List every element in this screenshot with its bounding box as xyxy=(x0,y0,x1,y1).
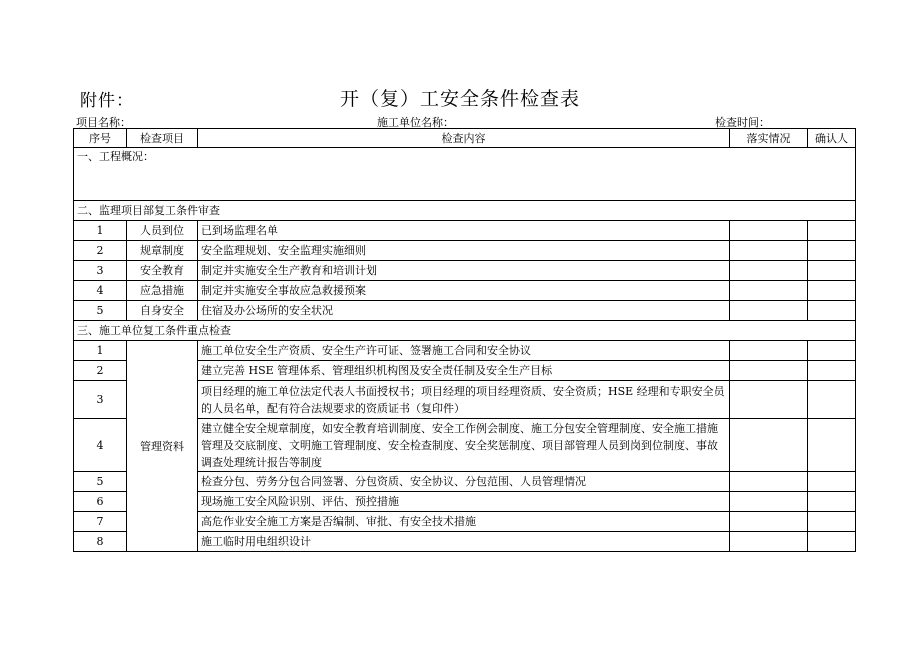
row-no: 2 xyxy=(74,361,127,381)
row-status-cell xyxy=(730,532,808,552)
contractor-name-label: 施工单位名称： xyxy=(377,116,454,129)
row-content: 制定并实施安全事故应急救援预案 xyxy=(198,281,730,301)
row-no: 6 xyxy=(74,492,127,512)
row-no: 1 xyxy=(74,341,127,361)
table-header-row xyxy=(74,129,856,148)
row-item: 应急措施 xyxy=(127,281,198,301)
page-title: 开（复）工安全条件检查表 xyxy=(339,88,580,110)
row-item: 自身安全 xyxy=(127,301,198,321)
row-content: 安全监理规划、安全监理实施细则 xyxy=(198,241,730,261)
col-header-confirm: 确认人 xyxy=(808,129,856,148)
row-content: 住宿及办公场所的安全状况 xyxy=(198,301,730,321)
row-confirm-cell xyxy=(808,512,856,532)
table-row xyxy=(74,341,856,361)
row-status-cell xyxy=(730,301,808,321)
table-row xyxy=(74,221,856,241)
col-header-item: 检查项目 xyxy=(127,129,198,148)
table-row xyxy=(74,301,856,321)
row-content: 建立完善 HSE 管理体系、管理组织机构图及安全责任制及安全生产目标 xyxy=(198,361,730,381)
col-header-status: 落实情况 xyxy=(730,129,808,148)
section-1-row xyxy=(74,148,856,201)
row-status-cell xyxy=(730,361,808,381)
row-no: 7 xyxy=(74,512,127,532)
row-confirm-cell xyxy=(808,241,856,261)
row-content: 高危作业安全施工方案是否编制、审批、有安全技术措施 xyxy=(198,512,730,532)
row-status-cell xyxy=(730,281,808,301)
row-item: 安全教育 xyxy=(127,261,198,281)
row-confirm-cell xyxy=(808,301,856,321)
check-time-label: 检查时间： xyxy=(715,116,770,129)
row-status-cell xyxy=(730,472,808,492)
attachment-label: 附件： xyxy=(80,91,134,111)
row-status-cell xyxy=(730,261,808,281)
table-row xyxy=(74,261,856,281)
row-confirm-cell xyxy=(808,492,856,512)
row-status-cell xyxy=(730,341,808,361)
section-3-title: 三、施工单位复工条件重点检查 xyxy=(74,321,856,341)
row-status-cell xyxy=(730,221,808,241)
row-confirm-cell xyxy=(808,361,856,381)
row-no: 3 xyxy=(74,261,127,281)
col-header-content: 检查内容 xyxy=(198,129,730,148)
row-confirm-cell xyxy=(808,341,856,361)
row-status-cell xyxy=(730,241,808,261)
group-item-management-docs: 管理资料 xyxy=(127,341,198,552)
table-row xyxy=(74,281,856,301)
col-header-no: 序号 xyxy=(74,129,127,148)
row-no: 1 xyxy=(74,221,127,241)
row-content: 现场施工安全风险识别、评估、预控措施 xyxy=(198,492,730,512)
table-row xyxy=(74,241,856,261)
row-no: 5 xyxy=(74,301,127,321)
row-no: 3 xyxy=(74,381,127,419)
row-status-cell xyxy=(730,381,808,419)
project-name-label: 项目名称： xyxy=(76,116,131,129)
row-no: 8 xyxy=(74,532,127,552)
row-no: 4 xyxy=(74,419,127,472)
row-confirm-cell xyxy=(808,261,856,281)
section-1-title: 一、工程概况： xyxy=(74,148,856,201)
row-item: 规章制度 xyxy=(127,241,198,261)
row-confirm-cell xyxy=(808,472,856,492)
row-content: 制定并实施安全生产教育和培训计划 xyxy=(198,261,730,281)
row-no: 4 xyxy=(74,281,127,301)
row-no: 2 xyxy=(74,241,127,261)
row-status-cell xyxy=(730,419,808,472)
safety-check-table xyxy=(73,128,856,552)
row-status-cell xyxy=(730,492,808,512)
row-confirm-cell xyxy=(808,419,856,472)
row-content: 建立健全安全规章制度，如安全教育培训制度、安全工作例会制度、施工分包安全管理制度、安全施工措施管理及交底制度、文明施工管理制度、安全检查制度、安全奖惩制度、项目部管理人员到岗到位制度、事故调查处理统计报告等制度 xyxy=(198,419,730,472)
row-status-cell xyxy=(730,512,808,532)
row-content: 检查分包、劳务分包合同签署、分包资质、安全协议、分包范围、人员管理情况 xyxy=(198,472,730,492)
section-3-row xyxy=(74,321,856,341)
row-item: 人员到位 xyxy=(127,221,198,241)
row-content: 项目经理的施工单位法定代表人书面授权书；项目经理的项目经理资质、安全资质；HSE 经理和专职安全员的人员名单，配有符合法规要求的资质证书（复印件） xyxy=(198,381,730,419)
section-2-row xyxy=(74,201,856,221)
row-content: 施工单位安全生产资质、安全生产许可证、签署施工合同和安全协议 xyxy=(198,341,730,361)
row-no: 5 xyxy=(74,472,127,492)
row-confirm-cell xyxy=(808,281,856,301)
row-content: 已到场监理名单 xyxy=(198,221,730,241)
row-confirm-cell xyxy=(808,221,856,241)
row-content: 施工临时用电组织设计 xyxy=(198,532,730,552)
section-2-title: 二、监理项目部复工条件审查 xyxy=(74,201,856,221)
row-confirm-cell xyxy=(808,381,856,419)
row-confirm-cell xyxy=(808,532,856,552)
